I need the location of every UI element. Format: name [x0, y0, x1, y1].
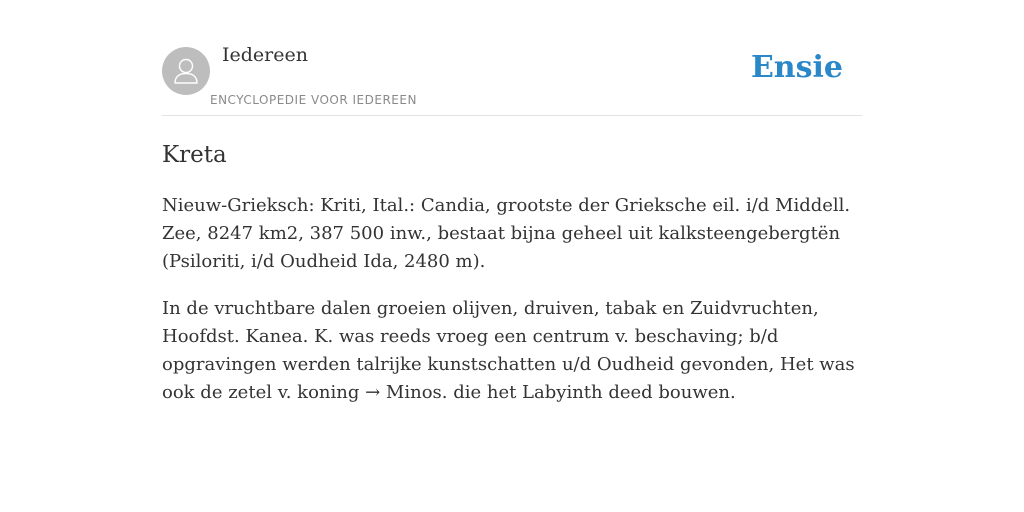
article-page [162, 0, 862, 426]
article-title: Kreta [162, 142, 227, 168]
article-body [162, 192, 862, 407]
avatar[interactable] [162, 47, 210, 95]
brand-logo[interactable]: Ensie [750, 50, 843, 85]
author-tagline: ENCYCLOPEDIE VOOR IEDEREEN [210, 93, 417, 107]
article-paragraph: Nieuw-Grieksch: Kriti, Ital.: Candia, grootste der Grieksche eil. i/d Middell. Zee, 8247 km2, 387 500 inw., bestaat bijna geheel uit kalksteengebergtën (Psiloriti, i/d Oudheid Ida, 2480 m). [162, 195, 851, 272]
user-icon [162, 47, 210, 95]
article-paragraph: In de vruchtbare dalen groeien olijven, druiven, tabak en Zuidvruchten, Hoofdst. Kanea. K. was reeds vroeg een centrum v. beschaving; b/d opgravingen werden talrijke kunstschatten u/d Oudheid gevonden, Het was ook de zetel v. koning → Minos. die het Labyinth deed bouwen. [162, 298, 855, 403]
author-name[interactable]: Iedereen [222, 44, 308, 66]
article-header [162, 0, 862, 116]
